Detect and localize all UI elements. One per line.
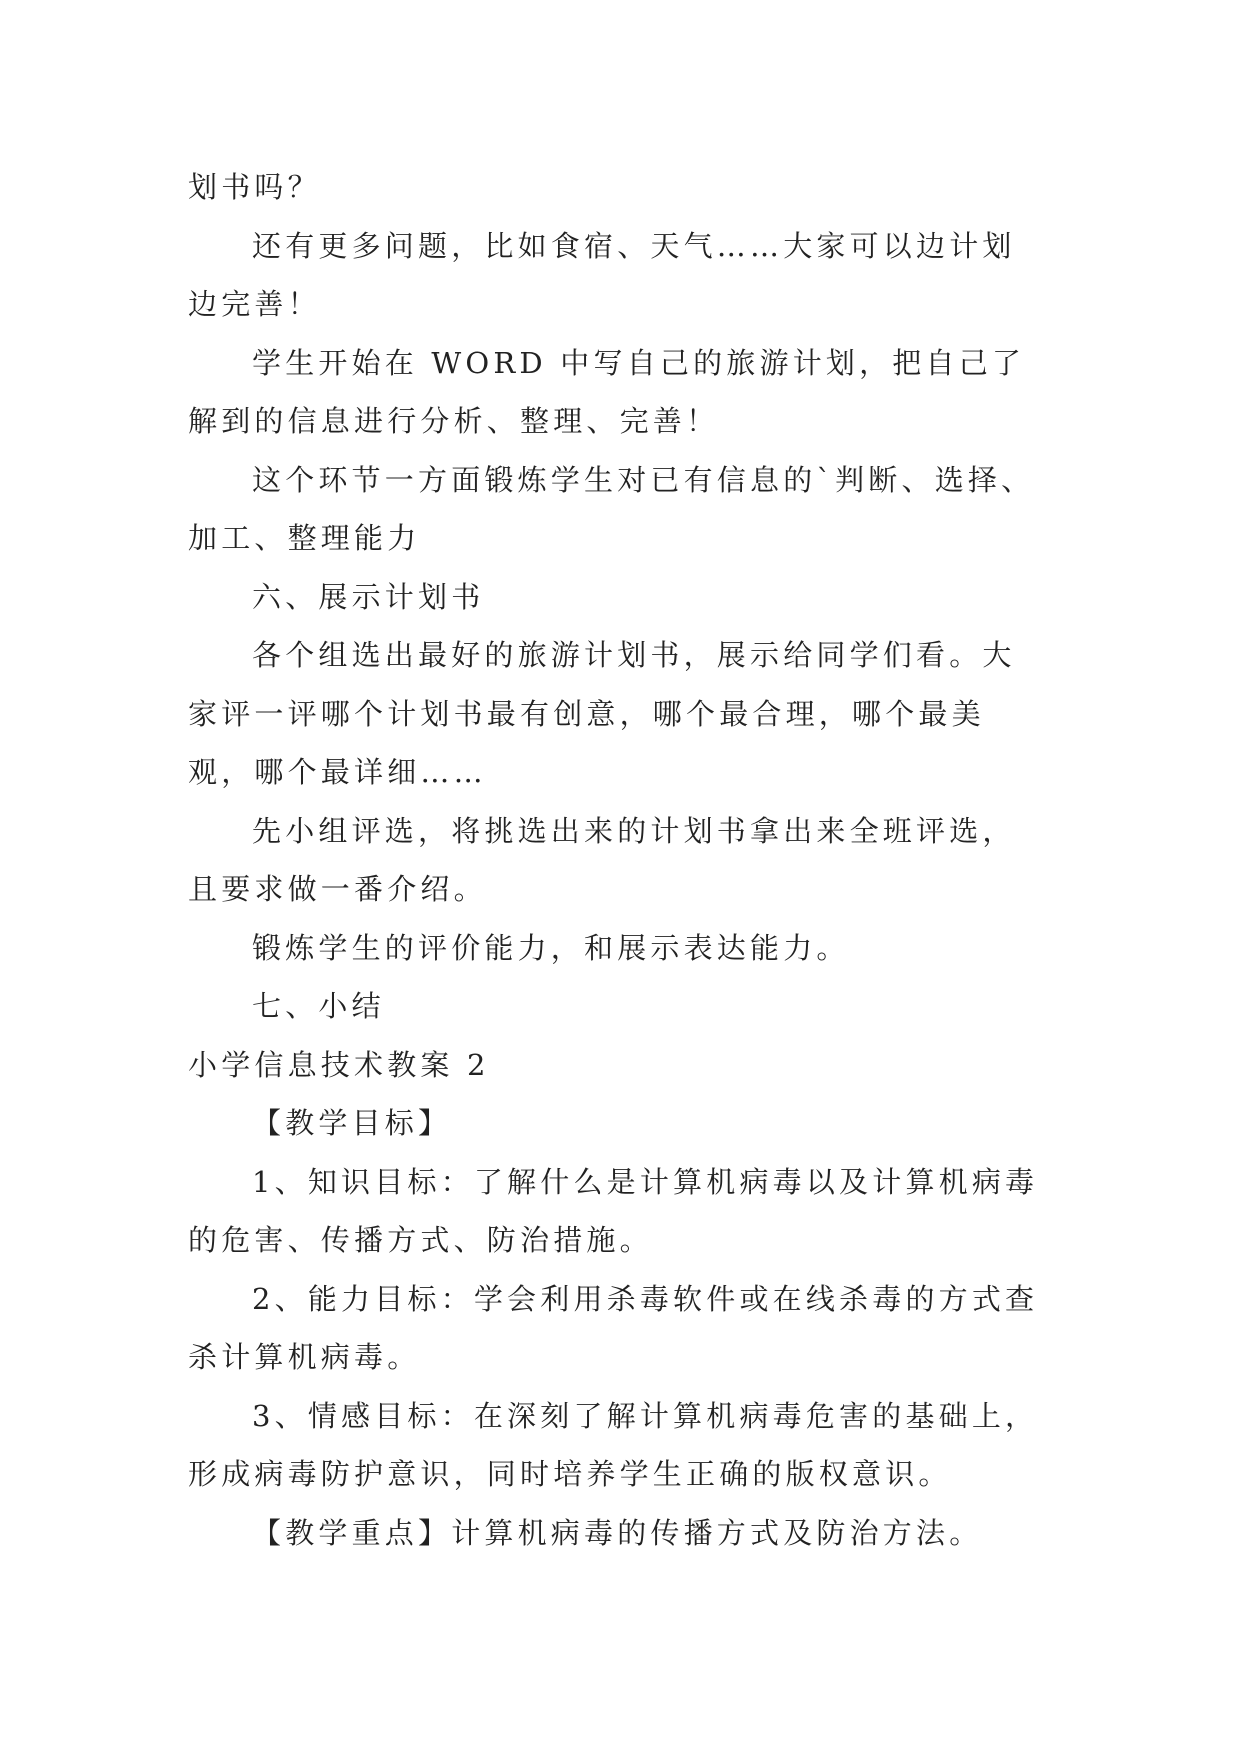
- section-heading: 六、展示计划书: [252, 579, 485, 614]
- section-heading: 【教学目标】: [252, 1106, 452, 1140]
- document-title: 小学信息技术教案 2: [188, 1047, 490, 1082]
- paragraph: 各个组选出最好的旅游计划书，展示给同学们看。大家评一评哪个计划书最有创意，哪个最合理，哪个最美观，哪个最详细……: [188, 638, 1016, 789]
- paragraph: 锻炼学生的评价能力，和展示表达能力。: [252, 930, 850, 965]
- paragraph: 划书吗？: [188, 170, 321, 204]
- paragraph: 还有更多问题，比如食宿、天气……大家可以边计划边完善！: [188, 228, 1016, 321]
- document-body: [188, 158, 1048, 1562]
- paragraph: 2、能力目标：学会利用杀毒软件或在线杀毒的方式查杀计算机病毒。: [188, 1281, 1039, 1374]
- paragraph: 3、情感目标：在深刻了解计算机病毒危害的基础上，形成病毒防护意识，同时培养学生正确的版权意识。: [188, 1398, 1039, 1491]
- paragraph: 【教学重点】计算机病毒的传播方式及防治方法。: [252, 1515, 983, 1550]
- paragraph: 先小组评选，将挑选出来的计划书拿出来全班评选，且要求做一番介绍。: [188, 813, 1016, 906]
- paragraph: 1、知识目标：了解什么是计算机病毒以及计算机病毒的危害、传播方式、防治措施。: [188, 1164, 1039, 1257]
- paragraph: 学生开始在 WORD 中写自己的旅游计划，把自己了解到的信息进行分析、整理、完善！: [188, 345, 1026, 438]
- section-heading: 七、小结: [252, 989, 385, 1023]
- paragraph: 这个环节一方面锻炼学生对已有信息的`判断、选择、加工、整理能力: [188, 462, 1035, 555]
